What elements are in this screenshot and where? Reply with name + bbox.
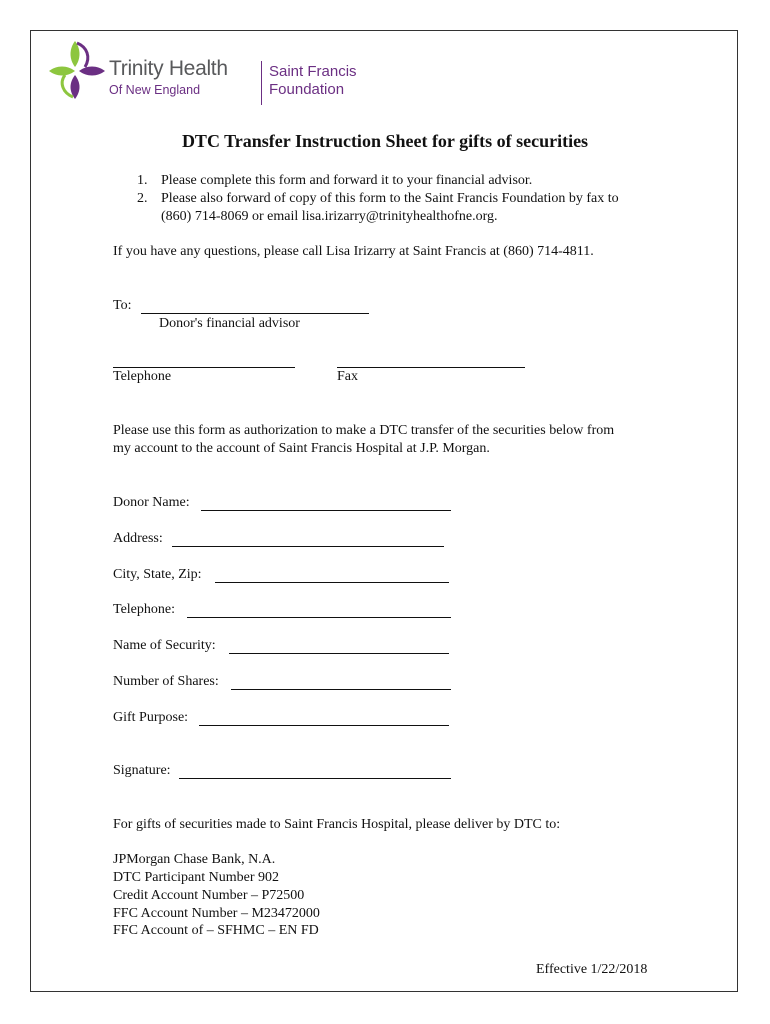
logo-divider: [261, 61, 262, 105]
document-page: [30, 30, 738, 992]
donor-name-label: Donor Name:: [113, 495, 190, 510]
city-state-zip-line[interactable]: [215, 582, 449, 583]
gift-purpose-line[interactable]: [199, 725, 449, 726]
instruction-item-continued: (860) 714-8069 or email lisa.irizarry@trinityhealthofne.org.: [161, 209, 498, 224]
questions-note: If you have any questions, please call Lisa Irizarry at Saint Francis at (860) 714-4811.: [113, 244, 594, 259]
effective-date: Effective 1/22/2018: [536, 962, 648, 977]
number-of-shares-line[interactable]: [231, 689, 451, 690]
to-line[interactable]: [141, 313, 369, 314]
telephone-label: Telephone:: [113, 602, 175, 617]
logo-brand: Trinity Health: [109, 57, 228, 80]
address-label: Address:: [113, 531, 163, 546]
signature-line[interactable]: [179, 778, 451, 779]
signature-label: Signature:: [113, 763, 171, 778]
delivery-line: FFC Account Number – M23472000: [113, 906, 320, 921]
instruction-item: 1. Please complete this form and forward it to your financial advisor.: [137, 173, 533, 188]
to-caption: Donor's financial advisor: [159, 316, 300, 331]
to-label: To:: [113, 298, 132, 313]
authorization-text: my account to the account of Saint Francis Hospital at J.P. Morgan.: [113, 441, 490, 456]
page-title: DTC Transfer Instruction Sheet for gifts of securities: [181, 131, 589, 151]
delivery-line: DTC Participant Number 902: [113, 870, 280, 885]
logo-foundation-line1: Saint Francis: [269, 63, 357, 80]
name-of-security-label: Name of Security:: [113, 638, 216, 653]
instruction-item: 2. Please also forward of copy of this form to the Saint Francis Foundation by fax to: [137, 191, 619, 206]
fax-line[interactable]: [337, 367, 525, 368]
delivery-line: FFC Account of – SFHMC – EN FD: [113, 923, 319, 938]
logo-foundation-line2: Foundation: [269, 81, 345, 98]
cross-logo-icon: [47, 39, 107, 101]
trinity-health-logo: [47, 39, 367, 101]
fax-caption: Fax: [337, 369, 358, 384]
name-of-security-line[interactable]: [229, 653, 449, 654]
number-of-shares-label: Number of Shares:: [113, 674, 219, 689]
telephone-field-line[interactable]: [187, 617, 451, 618]
city-state-zip-label: City, State, Zip:: [113, 567, 202, 582]
address-line[interactable]: [172, 546, 444, 547]
donor-name-line[interactable]: [201, 510, 451, 511]
authorization-text: Please use this form as authorization to make a DTC transfer of the securities below from: [113, 423, 615, 438]
telephone-caption: Telephone: [113, 369, 172, 384]
delivery-intro: For gifts of securities made to Saint Francis Hospital, please deliver by DTC to:: [113, 817, 561, 832]
delivery-line: Credit Account Number – P72500: [113, 888, 305, 903]
gift-purpose-label: Gift Purpose:: [113, 710, 189, 725]
delivery-line: JPMorgan Chase Bank, N.A.: [113, 852, 276, 867]
logo-region: Of New England: [109, 83, 201, 97]
